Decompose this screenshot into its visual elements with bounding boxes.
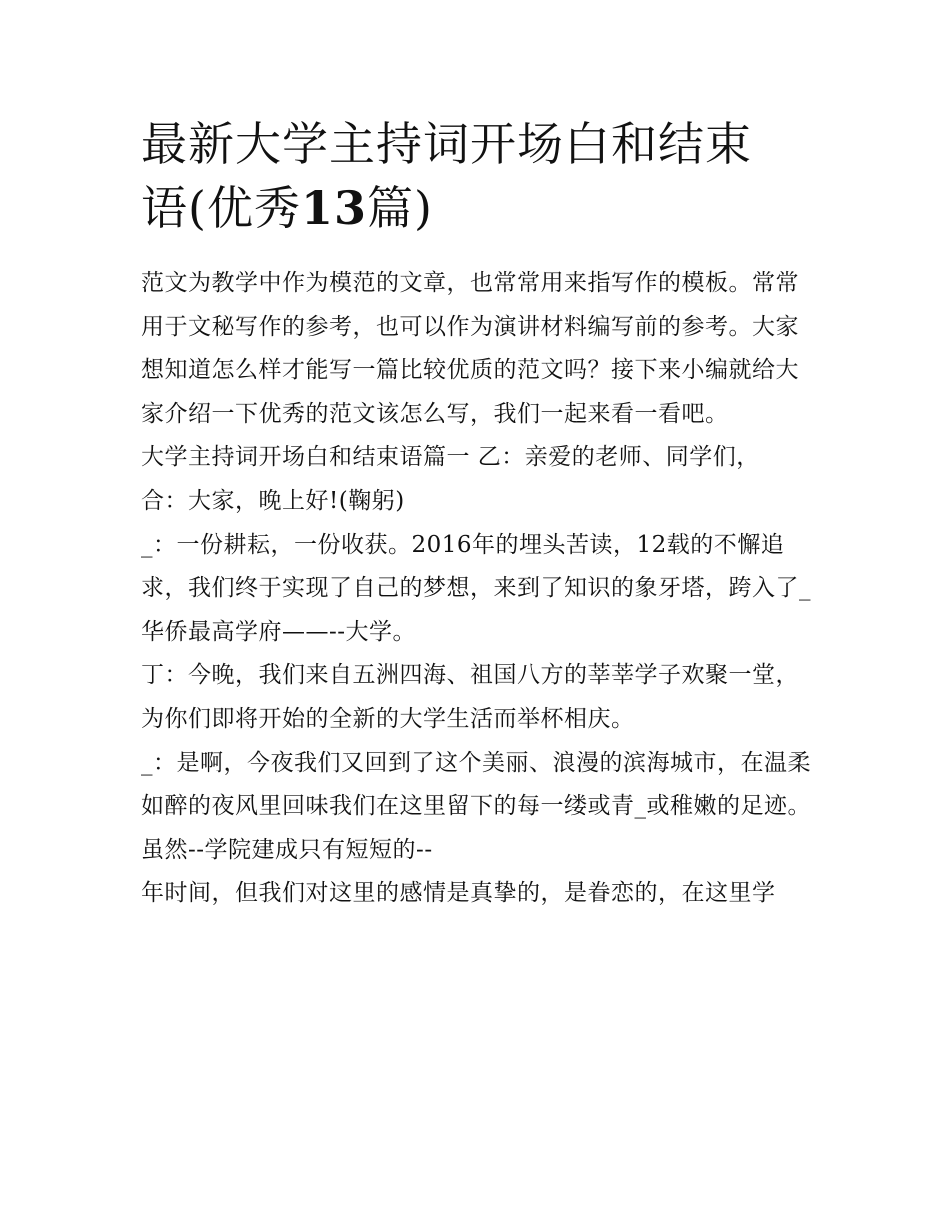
document-title	[141, 112, 821, 240]
title-line-1: 最新大学主持词开场白和结束	[141, 117, 752, 171]
paragraph-1: 大学主持词开场白和结束语篇一 乙：亲爱的老师、同学们，	[141, 444, 760, 471]
paragraph-4: 丁：今晚，我们来自五洲四海、祖国八方的莘莘学子欢聚一堂，为你们即将开始的全新的大学生活而举杯相庆。	[141, 662, 799, 732]
paragraph-2: 合：大家，晚上好!(鞠躬)	[141, 487, 405, 514]
title-line-2: 语(优秀13篇)	[141, 181, 433, 235]
paragraph-5: _：是啊，今夜我们又回到了这个美丽、浪漫的滨海城市，在温柔如醉的夜风里回味我们在这里留下的每一缕或青_或稚嫩的足迹。虽然--学院建成只有短短的--	[141, 749, 811, 863]
paragraph-3: _：一份耕耘，一份收获。2016年的埋头苦读，12载的不懈追求，我们终于实现了自己的梦想，来到了知识的象牙塔，跨入了_华侨最高学府——--大学。	[141, 531, 811, 645]
document-body	[141, 262, 821, 916]
paragraph-intro: 范文为教学中作为模范的文章，也常常用来指写作的模板。常常用于文秘写作的参考，也可以作为演讲材料编写前的参考。大家想知道怎么样才能写一篇比较优质的范文吗？接下来小编就给大家介绍一下优秀的范文该怎么写，我们一起来看一看吧。	[141, 270, 799, 427]
paragraph-6: 年时间，但我们对这里的感情是真挚的，是眷恋的，在这里学	[141, 880, 776, 907]
document-page	[141, 112, 821, 916]
